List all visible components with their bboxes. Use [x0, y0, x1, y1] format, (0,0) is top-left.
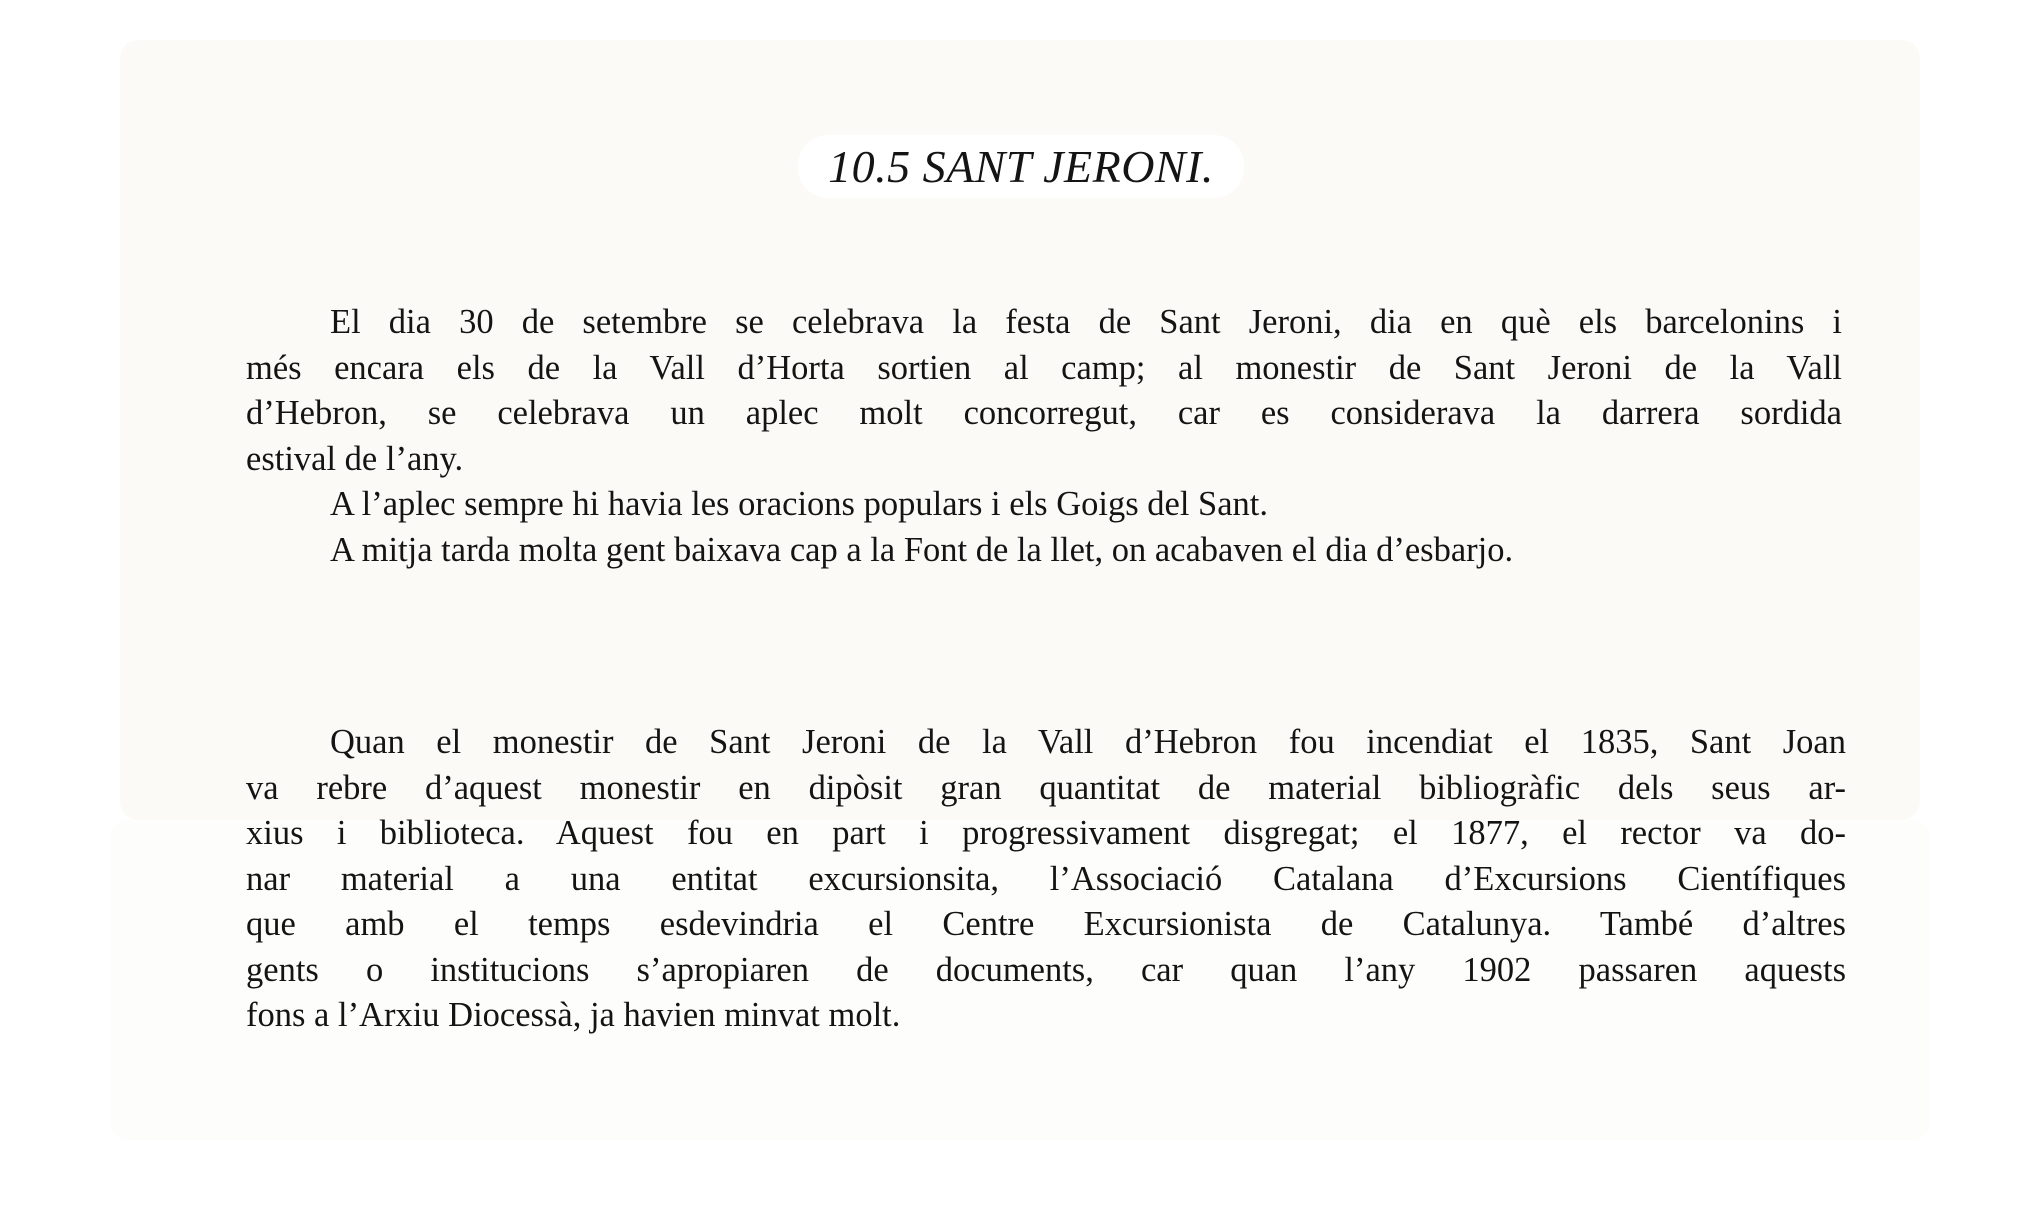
text-line: gents o institucions s’apropiaren de documents, car quan l’any 1902 passaren aquests — [246, 950, 1846, 989]
text-line: A mitja tarda molta gent baixava cap a la Font de la llet, on acabaven el dia d’esbarjo. — [330, 530, 1514, 569]
text-line: A l’aplec sempre hi havia les oracions populars i els Goigs del Sant. — [330, 485, 1268, 523]
text-line: estival de l’any. — [246, 439, 464, 478]
text-line: fons a l’Arxiu Diocessà, ja havien minvat molt. — [246, 996, 901, 1034]
text-line: d’Hebron, se celebrava un aplec molt concorregut, car es considerava la darrera sordida — [246, 394, 1842, 432]
paragraph-group-2 — [246, 720, 1846, 1039]
text-line: nar material a una entitat excursionsita, l’Associació Catalana d’Excursions Científiques — [246, 859, 1846, 898]
text-line: que amb el temps esdevindria el Centre Excursionista de Catalunya. També d’altres — [246, 905, 1846, 943]
text-line: més encara els de la Vall d’Horta sortien al camp; al monestir de Sant Jeroni de la Vall — [246, 348, 1842, 387]
section-title-text: 10.5 SANT JERONI. — [798, 135, 1244, 198]
text-line: va rebre d’aquest monestir en dipòsit gran quantitat de material bibliogràfic dels seus ar- — [246, 768, 1846, 807]
section-title — [0, 140, 2042, 193]
text-line: xius i biblioteca. Aquest fou en part i progressivament disgregat; el 1877, el rector va do- — [246, 814, 1846, 852]
text-line: Quan el monestir de Sant Jeroni de la Vall d’Hebron fou incendiat el 1835, Sant Joan — [330, 723, 1846, 761]
paragraph-group-1 — [246, 300, 1842, 573]
text-line: El dia 30 de setembre se celebrava la festa de Sant Jeroni, dia en què els barcelonins i — [330, 303, 1842, 341]
